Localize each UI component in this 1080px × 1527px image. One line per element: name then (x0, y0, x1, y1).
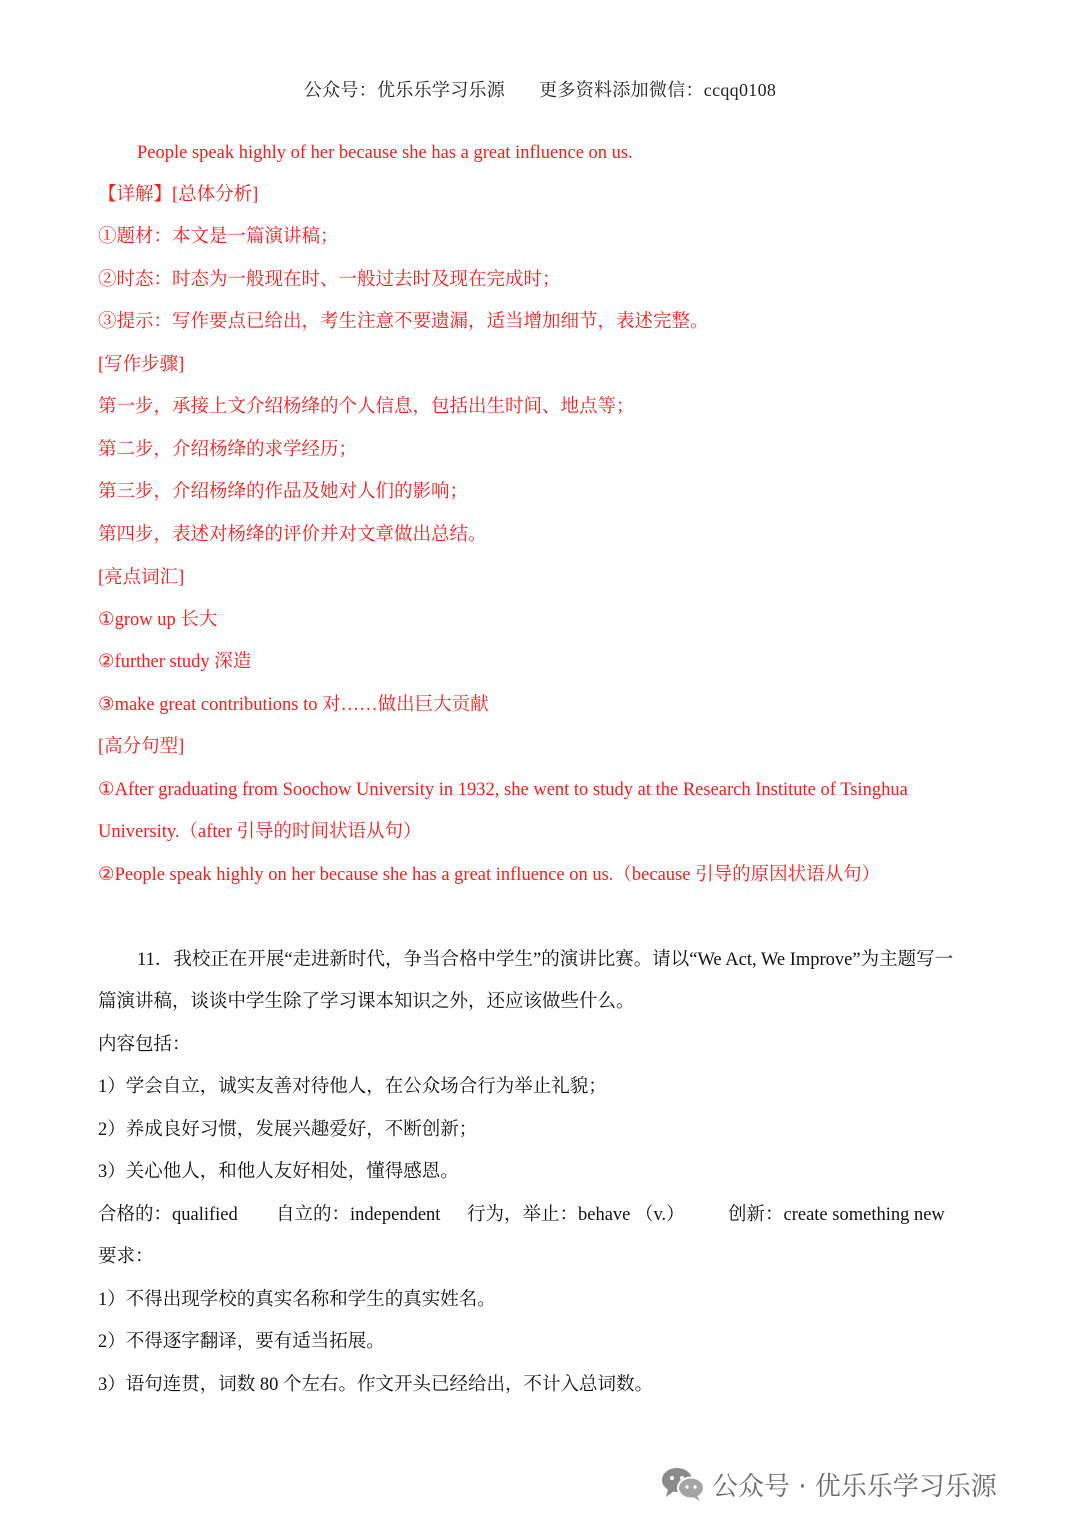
header-account: 公众号：优乐乐学习乐源 (303, 80, 506, 100)
analysis-title: 【详解】[总体分析] (98, 185, 259, 205)
watermark (660, 1462, 1060, 1506)
analysis-item: ③提示：写作要点已给出，考生注意不要遗漏，适当增加细节，表述完整。 (98, 312, 709, 332)
requirements-label: 要求： (98, 1247, 154, 1267)
step-item: 第二步，介绍杨绛的求学经历； (98, 440, 358, 460)
answer-sentence: People speak highly of her because she has a great influence on us. (137, 143, 633, 163)
vocab-item: ②further study 深造 (98, 652, 252, 672)
vocab-item: ③make great contributions to 对……做出巨大贡献 (98, 695, 489, 715)
requirement-item: 1）不得出现学校的真实名称和学生的真实姓名。 (98, 1290, 496, 1310)
step-item: 第三步，介绍杨绛的作品及她对人们的影响； (98, 482, 469, 502)
glossary-item: 行为，举止：behave （v.） (467, 1205, 685, 1225)
sentence-item: ①After graduating from Soochow University in 1932, she went to study at the Research Institute of Tsinghua (98, 780, 908, 800)
sentence-item: University.（after 引导的时间状语从句） (98, 822, 422, 842)
glossary-item: 合格的：qualified (98, 1205, 238, 1225)
content-item: 2）养成良好习惯，发展兴趣爱好，不断创新； (98, 1120, 478, 1140)
vocab-title: [亮点词汇] (98, 568, 185, 588)
glossary-item: 创新：create something new (728, 1205, 945, 1225)
page-header (0, 76, 1080, 102)
analysis-item: ②时态：时态为一般现在时、一般过去时及现在完成时； (98, 270, 561, 290)
content-item: 1）学会自立，诚实友善对待他人，在公众场合行为举止礼貌； (98, 1077, 607, 1097)
glossary-item: 自立的：independent (276, 1205, 441, 1225)
vocab-item: ①grow up 长大 (98, 610, 218, 630)
sentence-item: ②People speak highly on her because she has a great influence on us.（because 引导的原因状语从句） (98, 865, 881, 885)
requirement-item: 3）语句连贯，词数 80 个左右。作文开头已经给出，不计入总词数。 (98, 1375, 654, 1395)
step-item: 第一步，承接上文介绍杨绛的个人信息，包括出生时间、地点等； (98, 397, 635, 417)
step-item: 第四步，表述对杨绛的评价并对文章做出总结。 (98, 525, 487, 545)
header-wechat: 更多资料添加微信：ccqq0108 (539, 80, 777, 100)
analysis-item: ①题材：本文是一篇演讲稿； (98, 227, 339, 247)
content-label: 内容包括： (98, 1035, 191, 1055)
wechat-icon (660, 1466, 706, 1502)
question-text: 篇演讲稿，谈谈中学生除了学习课本知识之外，还应该做些什么。 (98, 992, 635, 1012)
steps-title: [写作步骤] (98, 355, 185, 375)
content-item: 3）关心他人，和他人友好相处，懂得感恩。 (98, 1162, 459, 1182)
question-text: 11．我校正在开展“走进新时代，争当合格中学生”的演讲比赛。请以“We Act, We Improve”为主题写一 (137, 950, 954, 970)
watermark-text: 公众号 · 优乐乐学习乐源 (712, 1471, 997, 1502)
requirement-item: 2）不得逐字翻译，要有适当拓展。 (98, 1332, 385, 1352)
sentences-title: [高分句型] (98, 737, 185, 757)
